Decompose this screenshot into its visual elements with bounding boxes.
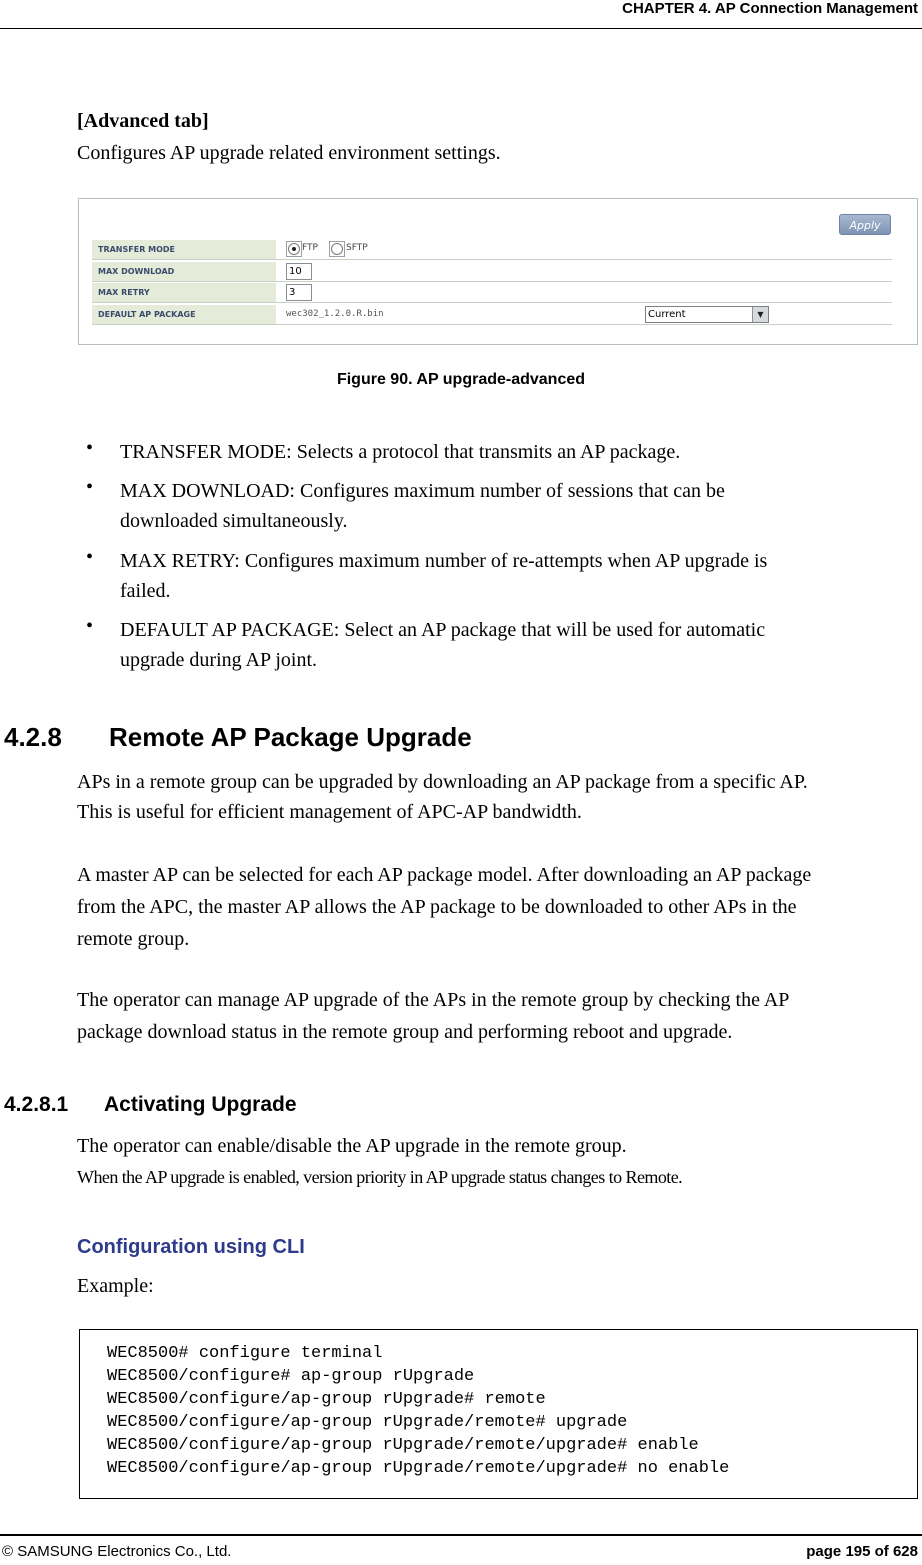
bullet-dot: • xyxy=(86,476,94,498)
footer-page-number: page 195 of 628 xyxy=(806,1543,918,1560)
apply-button[interactable]: Apply xyxy=(839,214,891,235)
default-ap-package-label: DEFAULT AP PACKAGE xyxy=(92,305,276,324)
max-retry-input[interactable]: 3 xyxy=(286,284,312,301)
section-title: Remote AP Package Upgrade xyxy=(109,722,472,752)
advanced-tab-title: [Advanced tab] xyxy=(77,110,209,132)
subsection-title: Activating Upgrade xyxy=(104,1093,297,1116)
bullet-text: DEFAULT AP PACKAGE: Select an AP package that will be used for automatic xyxy=(120,619,766,641)
section-paragraph: This is useful for efficient management of APC-AP bandwidth. xyxy=(77,801,582,823)
subsection-number: 4.2.8.1 xyxy=(4,1093,69,1116)
section-paragraph: The operator can manage AP upgrade of the APs in the remote group by checking the AP xyxy=(77,989,790,1011)
transfer-mode-label: TRANSFER MODE xyxy=(92,240,276,259)
code-line: WEC8500/configure# ap-group rUpgrade xyxy=(107,1367,475,1386)
transfer-mode-row xyxy=(92,240,892,260)
max-retry-label: MAX RETRY xyxy=(92,283,276,302)
bullet-dot: • xyxy=(86,615,94,637)
section-paragraph: APs in a remote group can be upgraded by downloading an AP package from a specific AP. xyxy=(77,771,808,793)
code-line: WEC8500# configure terminal xyxy=(107,1344,383,1363)
bullet-text-continued: downloaded simultaneously. xyxy=(120,510,348,532)
max-retry-value xyxy=(276,283,892,302)
code-line: WEC8500/configure/ap-group rUpgrade/remote/upgrade# enable xyxy=(107,1436,699,1455)
max-download-value xyxy=(276,262,892,281)
package-version-select[interactable] xyxy=(645,306,769,323)
package-filename: wec302_1.2.0.R.bin xyxy=(286,309,384,319)
cli-code-block xyxy=(79,1329,918,1499)
code-line: WEC8500/configure/ap-group rUpgrade/remote# upgrade xyxy=(107,1413,628,1432)
bullet-item xyxy=(86,546,886,606)
bullet-text: MAX DOWNLOAD: Configures maximum number of sessions that can be xyxy=(120,480,725,502)
subsection-paragraph: When the AP upgrade is enabled, version priority in AP upgrade status changes to Remote. xyxy=(77,1167,683,1187)
section-paragraph: A master AP can be selected for each AP package model. After downloading an AP package xyxy=(77,864,812,886)
section-paragraph: from the APC, the master AP allows the AP package to be downloaded to other APs in the xyxy=(77,896,797,918)
max-retry-row xyxy=(92,283,892,303)
sftp-radio[interactable] xyxy=(331,243,343,255)
cli-heading: Configuration using CLI xyxy=(77,1236,305,1258)
sftp-label: SFTP xyxy=(346,243,368,253)
footer-rule xyxy=(0,1534,922,1536)
advanced-tab-description: Configures AP upgrade related environment settings. xyxy=(77,142,501,164)
default-ap-package-row xyxy=(92,305,892,325)
bullet-dot: • xyxy=(86,546,94,568)
bullet-item xyxy=(86,615,886,675)
footer-company: © SAMSUNG Electronics Co., Ltd. xyxy=(2,1543,232,1560)
figure-caption: Figure 90. AP upgrade-advanced xyxy=(336,371,586,388)
chevron-down-icon[interactable]: ▼ xyxy=(752,307,768,322)
ftp-radio[interactable] xyxy=(288,243,300,255)
code-line: WEC8500/configure/ap-group rUpgrade# remote xyxy=(107,1390,546,1409)
subsection-paragraph: The operator can enable/disable the AP upgrade in the remote group. xyxy=(77,1135,627,1157)
ftp-label: FTP xyxy=(302,243,318,253)
max-download-row xyxy=(92,262,892,282)
section-number: 4.2.8 xyxy=(4,722,62,752)
bullet-text: TRANSFER MODE: Selects a protocol that transmits an AP package. xyxy=(120,441,681,463)
bullet-text: MAX RETRY: Configures maximum number of re-attempts when AP upgrade is xyxy=(120,550,768,572)
section-paragraph: package download status in the remote group and performing reboot and upgrade. xyxy=(77,1021,733,1043)
bullet-text-continued: failed. xyxy=(120,580,171,602)
header-rule xyxy=(0,28,922,29)
package-version-selected: Current xyxy=(648,309,686,320)
section-paragraph: remote group. xyxy=(77,928,190,950)
default-ap-package-value xyxy=(276,305,892,324)
code-line: WEC8500/configure/ap-group rUpgrade/remote/upgrade# no enable xyxy=(107,1459,730,1478)
max-download-input[interactable]: 10 xyxy=(286,263,312,280)
bullet-item xyxy=(86,476,886,536)
max-download-label: MAX DOWNLOAD xyxy=(92,262,276,281)
transfer-mode-value xyxy=(276,240,892,259)
bullet-item xyxy=(86,437,886,467)
chapter-header: CHAPTER 4. AP Connection Management xyxy=(622,0,918,17)
bullet-dot: • xyxy=(86,437,94,459)
bullet-text-continued: upgrade during AP joint. xyxy=(120,649,318,671)
example-label: Example: xyxy=(77,1275,154,1297)
